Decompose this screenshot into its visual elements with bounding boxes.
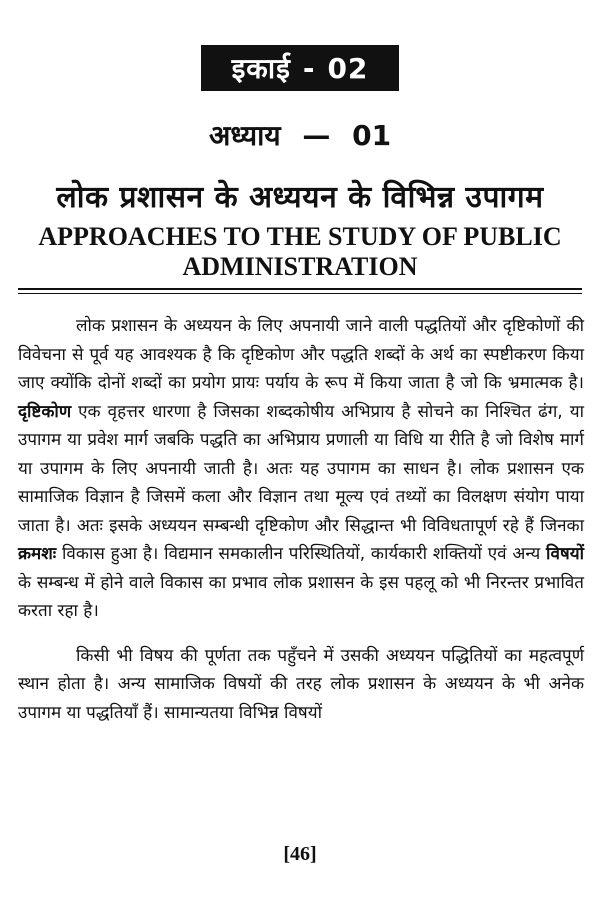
unit-heading-box	[201, 45, 399, 91]
paragraph-1	[18, 312, 584, 626]
chapter-number: 01	[352, 119, 392, 152]
paragraph-2: किसी भी विषय की पूर्णता तक पहुँचने में उसकी अध्ययन पद्धितियों का महत्वपूर्ण स्थान होता है। अन्य सामाजिक विषयों की तरह लोक प्रशासन के अध्ययन के भी अनेक उपागम या पद्धतियाँ हैं। सामान्यतया विभिन्न विषयों	[18, 645, 584, 723]
paragraph-1-part-4: के सम्बन्ध में होने वाले विकास का प्रभाव लोक प्रशासन के इस पहलू को भी निरन्तर प्रभावित करता रहा है।	[18, 572, 584, 621]
page-number: [46]	[283, 843, 317, 865]
title-divider-thin	[18, 293, 582, 294]
chapter-heading	[0, 116, 600, 154]
chapter-title-english: APPROACHES TO THE STUDY OF PUBLIC ADMINISTRATION	[38, 222, 562, 281]
title-divider-thick	[18, 288, 582, 290]
unit-label: इकाई	[231, 52, 291, 85]
paragraph-1-part-1: लोक प्रशासन के अध्ययन के लिए अपनायी जाने वाली पद्धतियों और दृष्टिकोणों की विवेचना से पूर्व यह आवश्यक है कि दृष्टिकोण और पद्धति शब्दों के अर्थ का स्पष्टीकरण किया जाए क्योंकि दोनों शब्दों का प्रयोग प्रायः पर्याय के रूप में किया जाता है जो कि भ्रमात्मक है।	[18, 316, 584, 393]
unit-number: 02	[327, 51, 369, 85]
chapter-title-hindi: लोक प्रशासन के अध्ययन के विभिन्न उपागम	[56, 180, 544, 215]
bold-term-vishayon: विषयों	[546, 544, 584, 564]
paragraph-1-part-3: विकास हुआ है। विद्यमान समकालीन परिस्थितियों, कार्यकारी शक्तियों एवं अन्य	[62, 544, 541, 564]
chapter-separator: —	[302, 119, 331, 152]
body-text	[18, 312, 584, 743]
paragraph-1-part-2: एक वृहत्तर धारणा है जिसका शब्दकोषीय अभिप्राय है सोचने का निश्चित ढंग, या उपागम या प्रवेश मार्ग जबकि पद्धति का अभिप्राय प्रणाली या विधि या रीति है जो विशेष मार्ग या उपागम के लिए अपनायी जाती है। अतः यह उपागम का साधन है। लोक प्रशासन एक सामाजिक विज्ञान है जिसमें कला और विज्ञान तथा मूल्य एवं तथ्यों का विलक्षण संयोग पाया जाता है। अतः इसके अध्ययन सम्बन्धी दृष्टिकोण और सिद्धान्त भी विविधतापूर्ण रहे हैं जिनका	[18, 401, 584, 536]
bold-term-kramashah: क्रमशः	[18, 544, 57, 564]
unit-separator: -	[302, 51, 316, 85]
bold-term-drishtikon: दृष्टिकोण	[18, 401, 72, 422]
chapter-label: अध्याय	[208, 119, 281, 152]
